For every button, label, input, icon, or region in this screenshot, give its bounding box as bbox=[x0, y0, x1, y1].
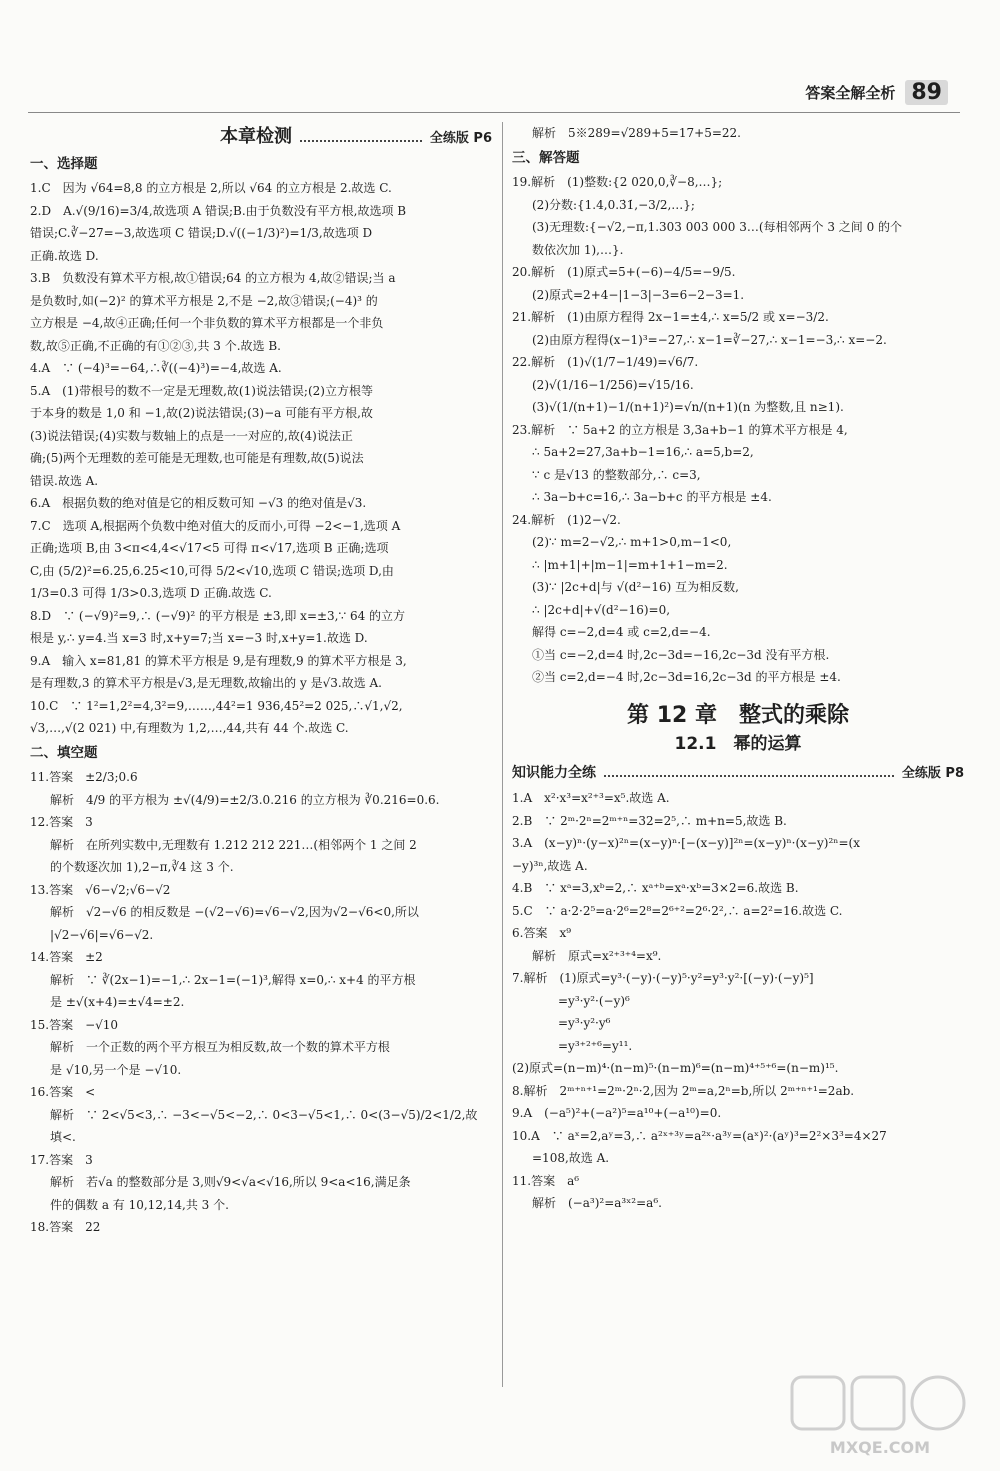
dot-leader bbox=[300, 132, 422, 142]
answer-line: (2)原式=2+4−|1−3|−3=6−2−3=1. bbox=[532, 287, 745, 302]
answer-line: 8.D ∵ (−√9)²=9,∴ (−√9)² 的平方根是 ±3,即 x=±3,∵ 64 的立方 bbox=[30, 608, 406, 623]
explanation-line: 解析 若√a 的整数部分是 3,则√9<√a<√16,所以 9<a<16,满足条 bbox=[50, 1175, 411, 1189]
answer-line: 21.解析 (1)由原方程得 2x−1=±4,∴ x=5/2 或 x=−3/2. bbox=[512, 310, 829, 324]
answer-line: (2)√(1/16−1/256)=√15/16. bbox=[532, 377, 694, 392]
answer-line: 于本身的数是 1,0 和 −1,故(2)说法错误;(3)−a 可能有平方根,故 bbox=[30, 406, 373, 420]
answer-line: ∴ 3a−b+c=16,∴ 3a−b+c 的平方根是 ±4. bbox=[532, 490, 772, 504]
answer-line: 17.答案 3 bbox=[30, 1152, 93, 1167]
explanation-line: 的个数逐次加 1),2−π,∛4 这 3 个. bbox=[50, 860, 234, 874]
column-divider bbox=[502, 122, 503, 1387]
explanation-line: 是 √10,另一个是 −√10. bbox=[50, 1062, 182, 1077]
explanation-line: 解析 5※289=√289+5=17+5=22. bbox=[532, 126, 741, 140]
answer-line: 1.A x²·x³=x²⁺³=x⁵.故选 A. bbox=[512, 791, 670, 805]
answer-line: 7.C 选项 A,根据两个负数中绝对值大的反而小,可得 −2<−1,选项 A bbox=[30, 518, 401, 533]
answer-line: 解得 c=−2,d=4 或 c=2,d=−4. bbox=[532, 625, 711, 639]
answer-line: 确;(5)两个无理数的差可能是无理数,也可能是有理数,故(5)说法 bbox=[30, 451, 364, 465]
answer-line: 6.A 根据负数的绝对值是它的相反数可知 −√3 的绝对值是√3. bbox=[30, 496, 367, 510]
answer-line: 5.A (1)带根号的数不一定是无理数,故(1)说法错误;(2)立方根等 bbox=[30, 383, 373, 398]
answer-line: √3,…,√(2 021) 中,有理数为 1,2,…,44,共有 44 个.故选 C. bbox=[30, 721, 349, 735]
answer-line: 19.解析 (1)整数:{2 020,0,∛−8,…}; bbox=[512, 175, 723, 189]
answer-line: ∴ 5a+2=27,3a+b−1=16,∴ a=5,b=2, bbox=[532, 445, 754, 459]
answer-line: 错误.故选 A. bbox=[30, 473, 99, 488]
answer-line: 3.B 负数没有算术平方根,故①错误;64 的立方根为 4,故②错误;当 a bbox=[30, 271, 396, 285]
answer-line: 23.解析 ∵ 5a+2 的立方根是 3,3a+b−1 的算术平方根是 4, bbox=[512, 422, 848, 437]
answer-line: 数,故⑤正确,不正确的有①②③,共 3 个.故选 B. bbox=[30, 338, 281, 353]
answer-line: 16.答案 < bbox=[30, 1085, 96, 1099]
explanation-line: 解析 ∵ 2<√5<3,∴ −3<−√5<−2,∴ 0<3−√5<1,∴ 0<(3−√5)/2<1/2,故 bbox=[50, 1107, 478, 1122]
answer-line: 数依次加 1),…}. bbox=[532, 242, 624, 257]
answer-line: 11.答案 a⁶ bbox=[512, 1173, 580, 1188]
answer-line: =y³·y²·(−y)⁶ bbox=[558, 993, 630, 1008]
answer-line: 10.C ∵ 1²=1,2²=4,3²=9,……,44²=1 936,45²=2 025,∴√1,√2, bbox=[30, 698, 403, 713]
knowledge-ref: 全练版 P8 bbox=[901, 765, 964, 781]
header-rule bbox=[28, 112, 960, 113]
answer-line: =y³⁺²⁺⁶=y¹¹. bbox=[558, 1038, 633, 1053]
answer-line: 8.解析 2ᵐ⁺ⁿ⁺¹=2ᵐ·2ⁿ·2,因为 2ᵐ=a,2ⁿ=b,所以 2ᵐ⁺ⁿ⁺¹=2ab. bbox=[512, 1083, 855, 1098]
subheading-solve: 三、解答题 bbox=[512, 149, 580, 166]
answer-line: ∴ |2c+d|+√(d²−16)=0, bbox=[532, 602, 671, 617]
explanation-line: 解析 一个正数的两个平方根互为相反数,故一个数的算术平方根 bbox=[50, 1040, 390, 1054]
answer-line: 是有理数,3 的算术平方根是√3,是无理数,故输出的 y 是√3.故选 A. bbox=[30, 676, 382, 690]
answer-line: (3)说法错误;(4)实数与数轴上的点是一一对应的,故(4)说法正 bbox=[30, 428, 353, 443]
section-ref: 全练版 P6 bbox=[429, 131, 492, 146]
answer-line: 9.A 输入 x=81,81 的算术平方根是 9,是有理数,9 的算术平方根是 3, bbox=[30, 653, 407, 668]
dot-leader bbox=[604, 767, 894, 777]
answer-line: 1.C 因为 √64=8,8 的立方根是 2,所以 √64 的立方根是 2.故选 C. bbox=[30, 181, 392, 195]
answer-line: ①当 c=−2,d=4 时,2c−3d=−16,2c−3d 没有平方根. bbox=[532, 647, 830, 662]
answer-line: 3.A (x−y)ⁿ·(y−x)²ⁿ=(x−y)ⁿ·[−(x−y)]²ⁿ=(x−y)ⁿ·(x−y)²ⁿ=(x bbox=[512, 836, 860, 850]
knowledge-heading bbox=[512, 762, 964, 786]
explanation-line: |√2−√6|=√6−√2. bbox=[50, 927, 154, 942]
answer-line: 立方根是 −4,故④正确;任何一个非负数的算术平方根都是一个非负 bbox=[30, 316, 384, 330]
page-header bbox=[805, 80, 948, 105]
answer-line: 正确;选项 B,由 3<π<4,4<√17<5 可得 π<√17,选项 B 正确;选项 bbox=[30, 541, 389, 555]
answer-line: =108,故选 A. bbox=[532, 1151, 610, 1165]
answer-line: 5.C ∵ a·2·2⁵=a·2⁶=2⁸=2⁶⁺²=2⁶·2²,∴ a=2²=16.故选 C. bbox=[512, 903, 843, 918]
answer-line: 11.答案 ±2/3;0.6 bbox=[30, 770, 138, 784]
answer-line: 13.答案 √6−√2;√6−√2 bbox=[30, 882, 171, 897]
subheading-fill: 二、填空题 bbox=[30, 744, 98, 761]
explanation-line: 解析 √2−√6 的相反数是 −(√2−√6)=√6−√2,因为√2−√6<0,所以 bbox=[50, 905, 419, 919]
section-12-1-title: 12.1 幂的运算 bbox=[674, 734, 802, 754]
answer-line: 2.D A.√(9/16)=3/4,故选项 A 错误;B.由于负数没有平方根,故选项 B bbox=[30, 203, 407, 218]
answer-line: 10.A ∵ aˣ=2,aʸ=3,∴ a²ˣ⁺³ʸ=a²ˣ·a³ʸ=(aˣ)²·(aʸ)³=2²×3³=4×27 bbox=[512, 1128, 887, 1143]
answer-line: (2)∵ m=2−√2,∴ m+1>0,m−1<0, bbox=[532, 535, 732, 549]
answer-line: ②当 c=2,d=−4 时,2c−3d=16,2c−3d 的平方根是 ±4. bbox=[532, 670, 841, 684]
answer-line: (3)无理数:{−√2,−π,1.303 003 000 3…(每相邻两个 3 之间 0 的个 bbox=[532, 220, 903, 234]
answer-line: (2)分数:{1.4,0.3̇1̇,−3/2,…}; bbox=[532, 197, 695, 212]
answer-line: C,由 (5/2)²=6.25,6.25<10,可得 5/2<√10,选项 C 错误;选项 D,由 bbox=[30, 563, 394, 578]
answer-line: ∵ c 是√13 的整数部分,∴ c=3, bbox=[532, 467, 701, 482]
page-number: 89 bbox=[905, 80, 948, 105]
header-label: 答案全解全析 bbox=[805, 84, 896, 102]
answer-line: 20.解析 (1)原式=5+(−6)−4/5=−9/5. bbox=[512, 265, 736, 279]
right-column bbox=[512, 122, 964, 1215]
answer-line: =y³·y²·y⁶ bbox=[558, 1016, 611, 1030]
knowledge-title: 知识能力全练 bbox=[512, 764, 596, 781]
site-watermark-logo bbox=[790, 1375, 970, 1459]
answer-line: 是负数时,如(−2)² 的算术平方根是 2,不是 −2,故③错误;(−4)³ 的 bbox=[30, 293, 378, 308]
answer-line: −y)³ⁿ,故选 A. bbox=[512, 858, 588, 873]
explanation-line: 件的偶数 a 有 10,12,14,共 3 个. bbox=[50, 1197, 229, 1212]
answer-line: 18.答案 22 bbox=[30, 1220, 101, 1234]
answer-line: 9.A (−a⁵)²+(−a²)⁵=a¹⁰+(−a¹⁰)=0. bbox=[512, 1106, 722, 1120]
answer-line: 12.答案 3 bbox=[30, 815, 93, 829]
explanation-line: 解析 4/9 的平方根为 ±√(4/9)=±2/3.0.216 的立方根为 ∛0.216=0.6. bbox=[50, 792, 440, 807]
watermark-text: MXQE.COM bbox=[829, 1438, 931, 1457]
answer-line: 14.答案 ±2 bbox=[30, 950, 103, 964]
explanation-line: 解析 在所列实数中,无理数有 1.212 212 221…(相邻两个 1 之间 2 bbox=[50, 837, 417, 852]
answer-line: 错误;C.∛−27=−3,故选项 C 错误;D.√((−1/3)²)=1/3,故选项 D bbox=[30, 226, 373, 240]
answer-line: 22.解析 (1)√(1/7−1/49)=√6/7. bbox=[512, 355, 699, 369]
answer-line: 24.解析 (1)2−√2. bbox=[512, 512, 621, 527]
explanation-line: 填<. bbox=[50, 1130, 76, 1144]
explanation-line: 解析 ∵ ∛(2x−1)=−1,∴ 2x−1=(−1)³,解得 x=0,∴ x+4 的平方根 bbox=[50, 972, 416, 987]
chapter-title: 第 12 章 整式的乘除 bbox=[627, 702, 849, 728]
section-title: 本章检测 bbox=[220, 126, 292, 147]
answer-line: (2)原式=(n−m)⁴·(n−m)⁵·(n−m)⁶=(n−m)⁴⁺⁵⁺⁶=(n−m)¹⁵. bbox=[512, 1061, 839, 1075]
answer-line: 2.B ∵ 2ᵐ·2ⁿ=2ᵐ⁺ⁿ=32=2⁵,∴ m+n=5,故选 B. bbox=[512, 813, 787, 828]
answer-line: ∴ |m+1|+|m−1|=m+1+1−m=2. bbox=[532, 557, 728, 572]
answer-line: 6.答案 x⁹ bbox=[512, 926, 572, 940]
answer-line: (2)由原方程得(x−1)³=−27,∴ x−1=∛−27,∴ x−1=−3,∴ x=−2. bbox=[532, 332, 887, 347]
explanation-line: 解析 原式=x²⁺³⁺⁴=x⁹. bbox=[532, 948, 662, 963]
answer-line: 4.B ∵ xᵃ=3,xᵇ=2,∴ xᵃ⁺ᵇ=xᵃ·xᵇ=3×2=6.故选 B. bbox=[512, 881, 799, 895]
answer-line: 根是 y,∴ y=4.当 x=3 时,x+y=7;当 x=−3 时,x+y=1.故选 D. bbox=[30, 631, 368, 645]
answer-line: 15.答案 −√10 bbox=[30, 1017, 119, 1032]
answer-line: 1/3=0.3̇ 可得 1/3>0.3,选项 D 正确.故选 C. bbox=[30, 586, 272, 600]
subheading-choice: 一、选择题 bbox=[30, 155, 98, 172]
explanation-line: 解析 (−a³)²=a³ˣ²=a⁶. bbox=[532, 1196, 662, 1210]
section-heading bbox=[30, 126, 492, 151]
answer-line: 4.A ∵ (−4)³=−64,∴∛((−4)³)=−4,故选 A. bbox=[30, 361, 282, 375]
explanation-line: 是 ±√(x+4)=±√4=±2. bbox=[50, 995, 185, 1009]
answer-line: (3)√(1/(n+1)−1/(n+1)²)=√n/(n+1)(n 为整数,且 n≥1). bbox=[532, 400, 844, 414]
left-column bbox=[30, 122, 492, 1239]
answer-line: 7.解析 (1)原式=y³·(−y)·(−y)⁵·y²=y³·y²·[(−y)·(−y)⁵] bbox=[512, 971, 814, 985]
answer-line: (3)∵ |2c+d|与 √(d²−16) 互为相反数, bbox=[532, 580, 739, 594]
answer-line: 正确.故选 D. bbox=[30, 248, 99, 263]
